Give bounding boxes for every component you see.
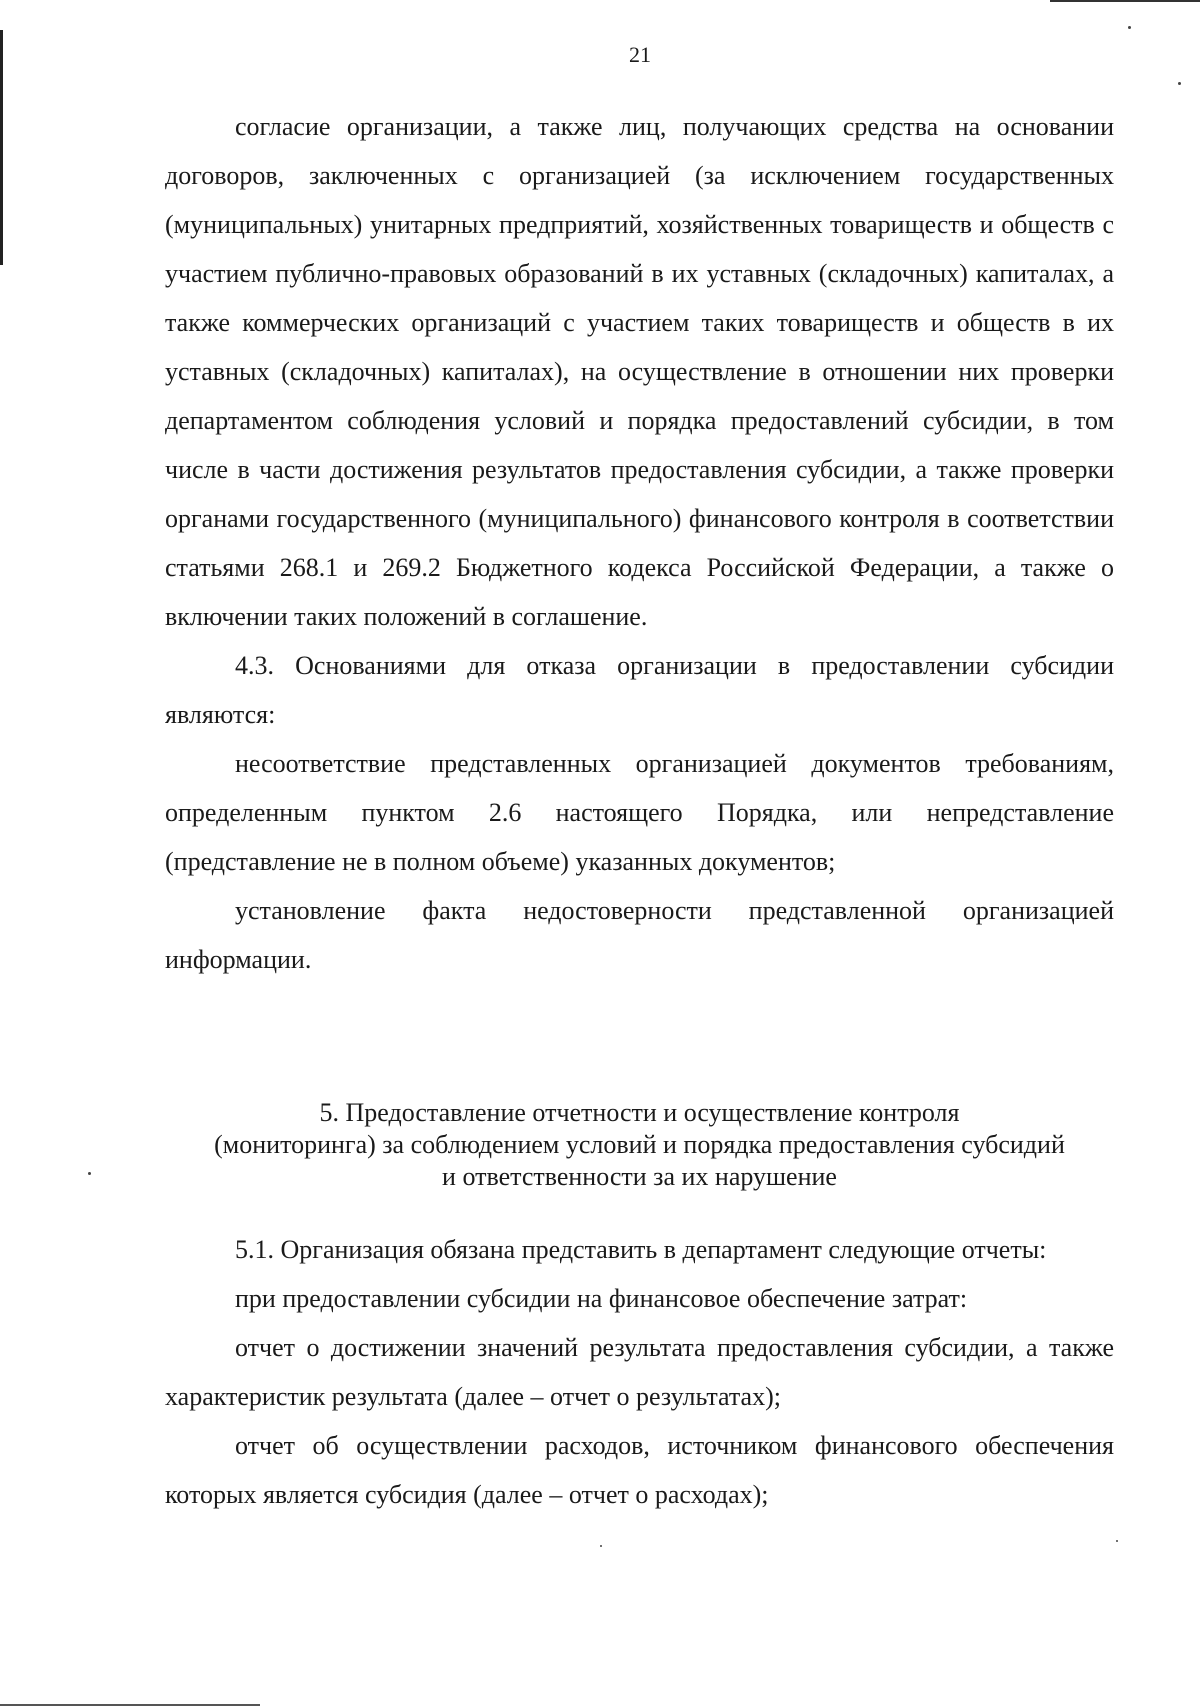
paragraph-expenses-report: отчет об осуществлении расходов, источником финансового обеспечения которых является субсидия (далее – отчет о расходах); [165, 1431, 1114, 1509]
section-heading-line-2: (мониторинга) за соблюдением условий и порядка предоставления субсидий [214, 1130, 1065, 1159]
section-heading-line-1: 5. Предоставление отчетности и осуществление контроля [319, 1098, 960, 1127]
body-text [165, 102, 1114, 984]
paragraph-cost-subsidy: при предоставлении субсидии на финансовое обеспечение затрат: [235, 1284, 968, 1313]
paragraph-noncompliance: несоответствие представленных организацией документов требованиям, определенным пунктом 2.6 настоящего Порядка, или непредставление (представление не в полном объеме) указанных документов; [165, 749, 1114, 876]
scan-speck [1178, 82, 1181, 85]
scan-speck [88, 1172, 91, 1175]
scan-edge-top [1050, 0, 1200, 2]
page-number: 21 [629, 42, 651, 67]
paragraph-falsity: установление факта недостоверности представленной организацией информации. [165, 896, 1114, 974]
paragraph-4-3: 4.3. Основаниями для отказа организации в предоставлении субсидии являются: [165, 651, 1114, 729]
section-heading-line-3: и ответственности за их нарушение [442, 1162, 837, 1191]
section-5-body [165, 1225, 1114, 1519]
scan-speck [600, 1545, 602, 1547]
paragraph-results-report: отчет о достижении значений результата предоставления субсидии, а также характеристик результата (далее – отчет о результатах); [165, 1333, 1114, 1411]
paragraph-5-1: 5.1. Организация обязана представить в департамент следующие отчеты: [235, 1235, 1047, 1264]
paragraph-consent: согласие организации, а также лиц, получающих средства на основании договоров, заключенных с организацией (за исключением государственных (муниципальных) унитарных предприятий, хозяйственных товариществ и обществ с участием публично-правовых образований в их уставных (складочных) капиталах, а также коммерческих организаций с участием таких товариществ и обществ в их уставных (складочных) капиталах), на осуществление в отношении них проверки департаментом соблюдения условий и порядка предоставлений субсидии, в том числе в части достижения результатов предоставления субсидии, а также проверки органами государственного (муниципального) финансового контроля в соответствии статьями 268.1 и 269.2 Бюджетного кодекса Российской Федерации, а также о включении таких положений в соглашение. [165, 112, 1114, 631]
section-5-heading [165, 1097, 1114, 1193]
scan-edge-bottom [0, 1704, 260, 1706]
scan-speck [1128, 26, 1131, 29]
scan-speck [1116, 1540, 1118, 1542]
